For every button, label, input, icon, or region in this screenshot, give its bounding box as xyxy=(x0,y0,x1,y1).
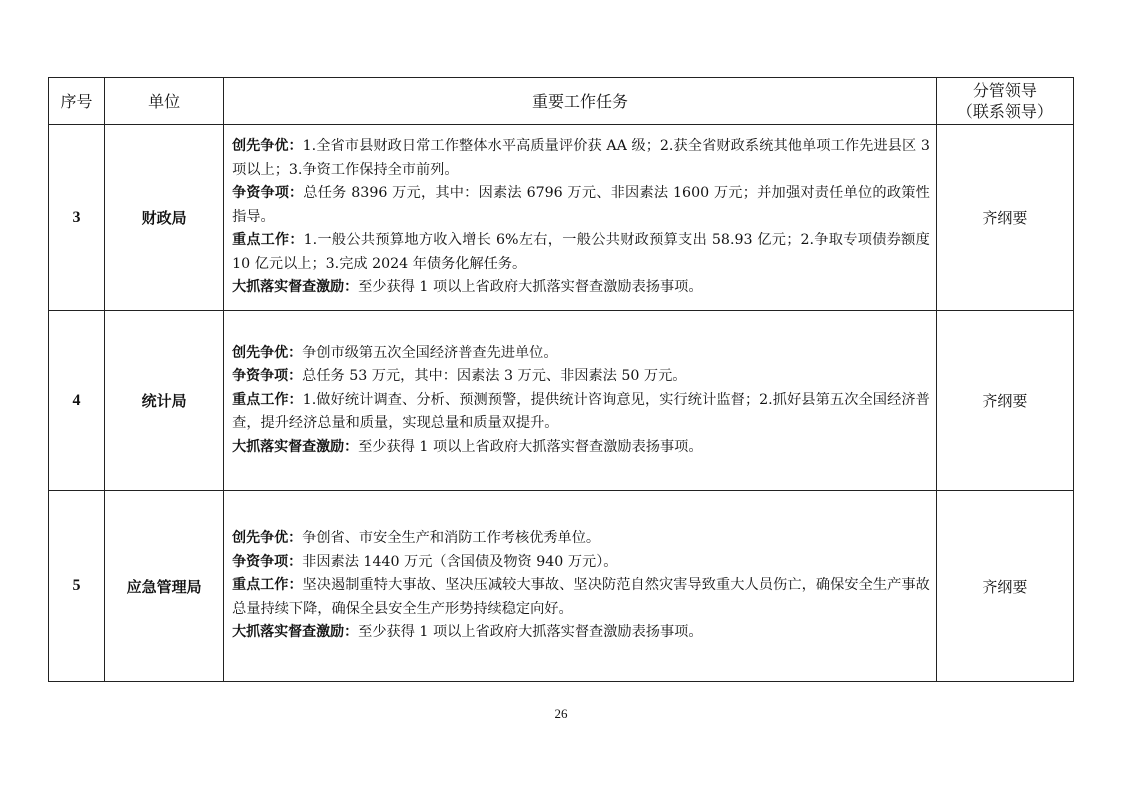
header-leader xyxy=(936,78,1073,125)
row-number: 5 xyxy=(49,491,105,682)
task-item xyxy=(232,342,930,366)
page-number: 26 xyxy=(554,706,568,721)
task-label: 大抓落实督查激励： xyxy=(232,438,359,455)
task-label: 大抓落实督查激励： xyxy=(232,624,359,641)
task-item xyxy=(232,527,930,551)
task-item xyxy=(232,276,930,300)
header-unit: 单位 xyxy=(105,78,224,125)
task-text: 总任务 53 万元，其中：因素法 3 万元、非因素法 50 万元。 xyxy=(302,368,687,385)
header-no: 序号 xyxy=(49,78,105,125)
row-tasks xyxy=(224,125,937,311)
table-header-row xyxy=(49,78,1074,125)
task-text: 1.一般公共预算地方收入增长 6%左右，一般公共财政预算支出 58.93 亿元；2.争取专项债券额度 10 亿元以上；3.完成 2024 年债务化解任务。 xyxy=(232,232,930,272)
task-item xyxy=(232,365,930,389)
task-label: 创先争优： xyxy=(232,137,303,154)
task-label: 重点工作： xyxy=(232,232,304,249)
task-item xyxy=(232,574,930,621)
task-item xyxy=(232,135,930,182)
task-item xyxy=(232,621,930,645)
header-task: 重要工作任务 xyxy=(224,78,937,125)
table-row xyxy=(49,125,1074,311)
header-leader-line1: 分管领导 xyxy=(972,81,1037,100)
task-label: 争资争项： xyxy=(232,368,303,385)
task-label: 重点工作： xyxy=(232,577,303,594)
table-row xyxy=(49,311,1074,491)
task-item xyxy=(232,436,930,460)
row-number: 4 xyxy=(49,311,105,491)
task-label: 创先争优： xyxy=(232,530,303,547)
task-item xyxy=(232,389,930,436)
task-label: 争资争项： xyxy=(232,553,303,570)
task-text: 至少获得 1 项以上省政府大抓落实督查激励表扬事项。 xyxy=(358,624,703,641)
row-leader: 齐纲要 xyxy=(936,125,1073,311)
task-label: 争资争项： xyxy=(232,185,304,202)
task-text: 至少获得 1 项以上省政府大抓落实督查激励表扬事项。 xyxy=(358,279,703,296)
table-row xyxy=(49,491,1074,682)
task-text: 1.全省市县财政日常工作整体水平高质量评价获 AA 级；2.获全省财政系统其他单项工作先进县区 3 项以上；3.争资工作保持全市前列。 xyxy=(232,137,930,178)
task-text: 至少获得 1 项以上省政府大抓落实督查激励表扬事项。 xyxy=(358,438,703,455)
task-item xyxy=(232,182,930,229)
work-task-table xyxy=(48,77,1074,682)
task-text: 非因素法 1440 万元（含国债及物资 940 万元）。 xyxy=(302,553,618,570)
task-label: 重点工作： xyxy=(232,391,303,408)
task-text: 争创省、市安全生产和消防工作考核优秀单位。 xyxy=(302,530,601,547)
task-item xyxy=(232,229,930,276)
row-unit: 财政局 xyxy=(105,125,224,311)
row-leader: 齐纲要 xyxy=(936,311,1073,491)
row-tasks xyxy=(224,311,937,491)
task-text: 总任务 8396 万元，其中：因素法 6796 万元、非因素法 1600 万元；并加强对责任单位的政策性指导。 xyxy=(232,185,930,225)
row-leader: 齐纲要 xyxy=(936,491,1073,682)
row-unit: 应急管理局 xyxy=(105,491,224,682)
task-label: 大抓落实督查激励： xyxy=(232,279,359,296)
header-leader-line2: （联系领导） xyxy=(956,102,1053,121)
task-label: 创先争优： xyxy=(232,344,303,361)
task-item xyxy=(232,551,930,575)
task-text: 争创市级第五次全国经济普查先进单位。 xyxy=(302,344,558,361)
row-tasks xyxy=(224,491,937,682)
row-number: 3 xyxy=(49,125,105,311)
row-unit: 统计局 xyxy=(105,311,224,491)
task-text: 1.做好统计调查、分析、预测预警，提供统计咨询意见，实行统计监督；2.抓好县第五次全国经济普查，提升经济总量和质量，实现总量和质量双提升。 xyxy=(232,391,930,432)
task-text: 坚决遏制重特大事故、坚决压减较大事故、坚决防范自然灾害导致重大人员伤亡，确保安全生产事故总量持续下降，确保全县安全生产形势持续稳定向好。 xyxy=(232,577,930,617)
